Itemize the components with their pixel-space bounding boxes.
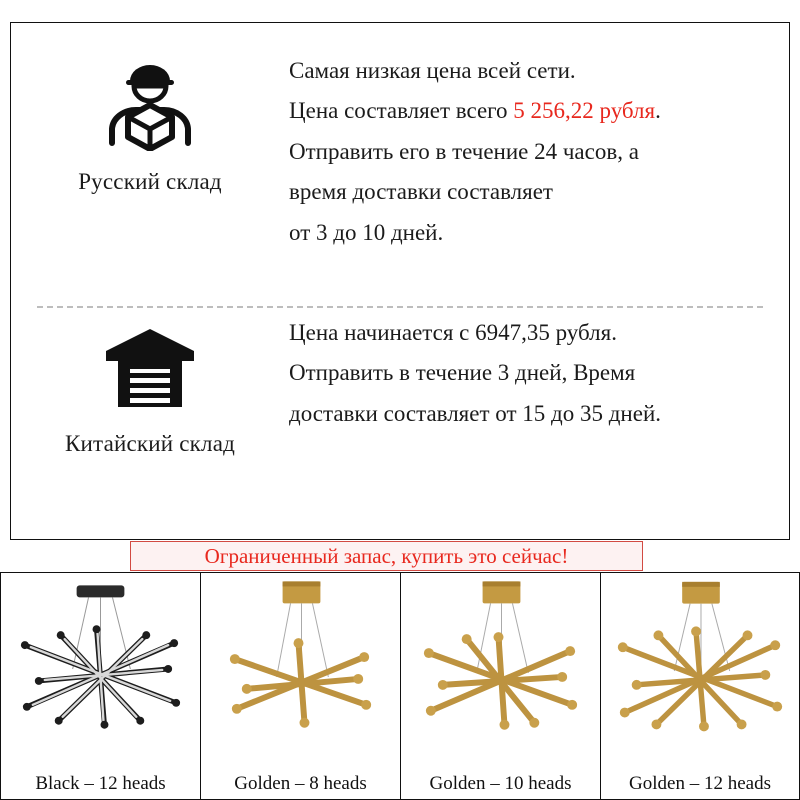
- warehouse-russia-text: [289, 59, 789, 245]
- chandelier-image-golden-10: [401, 573, 600, 763]
- chandelier-image-black: [1, 573, 200, 763]
- limited-stock-banner: [130, 541, 643, 571]
- warehouse-row-china: [11, 295, 789, 535]
- product-variant-label: Black – 12 heads: [35, 773, 166, 794]
- delivery-person-icon: [95, 59, 205, 151]
- ru-line-1: Самая низкая цена всей сети.: [289, 58, 576, 83]
- section-divider: [37, 306, 763, 308]
- chandelier-image-golden-12: [601, 573, 799, 763]
- warehouse-russia-caption: Русский склад: [78, 169, 222, 194]
- warehouse-china-caption: Китайский склад: [64, 431, 236, 456]
- ru-line-3: Отправить его в течение 24 часов, а: [289, 138, 639, 164]
- product-variant-strip: [0, 572, 800, 800]
- warehouse-icon: [95, 321, 205, 413]
- product-variant-golden-10[interactable]: [400, 572, 600, 800]
- warehouse-china-text: [289, 321, 789, 426]
- price-highlight: 5 256,22 рубля: [513, 98, 656, 124]
- product-variant-golden-8[interactable]: [200, 572, 400, 800]
- product-variant-golden-12[interactable]: [600, 572, 800, 800]
- ru-line-2: [289, 99, 765, 123]
- chandelier-image-golden-8: [201, 573, 400, 763]
- product-variant-label: Golden – 12 heads: [629, 773, 771, 794]
- warehouse-china-icon-column: [11, 321, 289, 457]
- product-variant-label: Golden – 10 heads: [429, 773, 572, 794]
- product-variant-label: Golden – 8 heads: [234, 773, 367, 794]
- ru-line-2-suffix: .: [655, 98, 661, 124]
- warehouse-russia-icon-column: [11, 59, 289, 195]
- ru-line-5: от 3 до 10 дней.: [289, 219, 444, 245]
- limited-stock-text: Ограниченный запас, купить это сейчас!: [204, 543, 569, 568]
- info-panel: [10, 22, 790, 540]
- ru-line-2-prefix: Цена составляет всего: [289, 98, 514, 124]
- cn-line-1: Цена начинается с 6947,35 рубля.: [289, 320, 617, 345]
- warehouse-row-russia: [11, 23, 789, 295]
- product-variant-black-12[interactable]: [0, 572, 200, 800]
- cn-line-3: доставки составляет от 15 до 35 дней.: [289, 400, 661, 426]
- cn-line-2: Отправить в течение 3 дней, Время: [289, 360, 636, 386]
- ru-line-4: время доставки составляет: [289, 179, 553, 205]
